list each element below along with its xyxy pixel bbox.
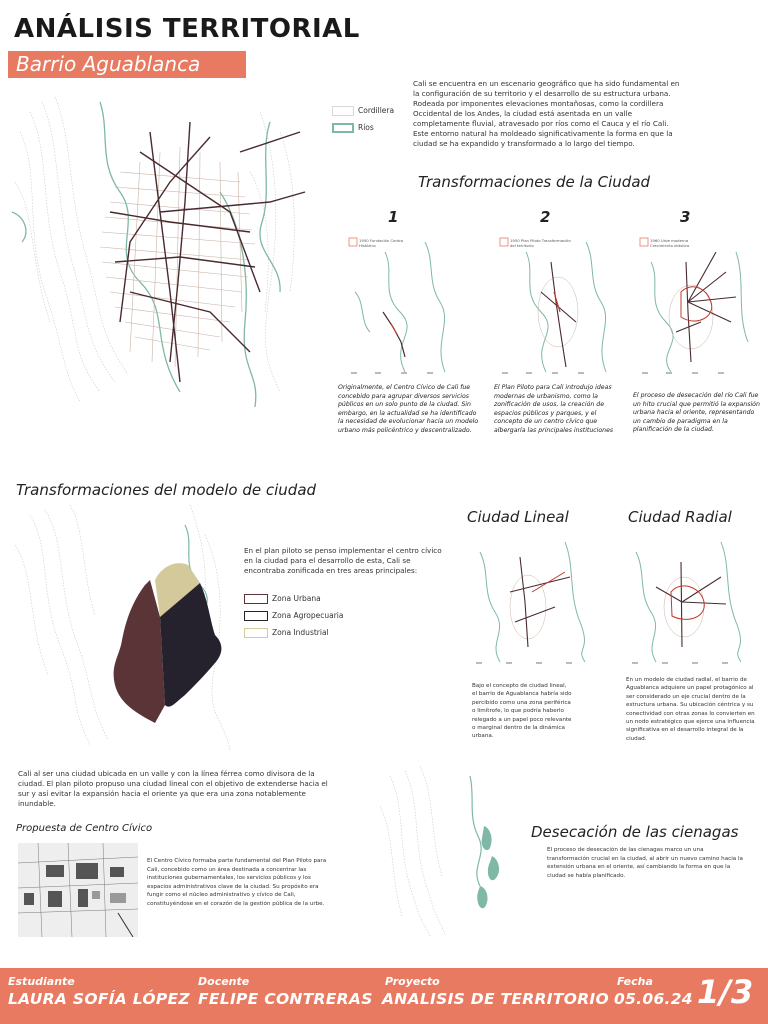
cordillera-swatch <box>332 106 354 116</box>
step-text-3: El proceso de desecación del río Cali fue un hito crucial que permitió la expansión urbana hacia el oriente, representando un cambio de paradigma en la planificación de la ciudad. <box>633 392 760 434</box>
centro-civico-title: Propuesta de Centro Cívico <box>16 823 153 834</box>
cienagas-text: El proceso de desecación de las cienagas marco un una transformación crucial en la ciudad, al abrir un nuevo camino hacia la extensión urbana en el oriente, así cambiando la forma en que la ciudad se había planificado. <box>547 847 743 879</box>
step-map-3 <box>636 232 754 382</box>
footer-teacher-label: Docente <box>198 975 250 988</box>
legend-label: Ríos <box>358 123 374 132</box>
zone-label: Zona Agropecuaria <box>272 611 344 620</box>
footer-student: LAURA SOFÍA LÓPEZ <box>8 990 190 1008</box>
zone-legend <box>244 594 343 645</box>
zone-label: Zona Industrial <box>272 628 329 637</box>
zonificacion-map <box>10 505 240 755</box>
ciudad-lineal-map <box>470 532 600 672</box>
page-subtitle: Barrio Aguablanca <box>8 51 246 78</box>
ciudad-radial-text: En un modelo de ciudad radial, el barrio de Aguablanca adquiere un papel protagónico al ser considerado un eje crucial dentro de la estructura urbana. Su ubicación céntrica y su conectividad con otras zonas lo convierten en un nodo estratégico que ejerce una influencia significativa en el desarrollo integral de la ciudad. <box>626 677 755 742</box>
ciudad-radial-map <box>626 532 756 672</box>
modelo-ciudad-title: Transformaciones del modelo de ciudad <box>16 481 317 499</box>
zona-industrial-swatch <box>244 628 268 638</box>
step-text-1: Originalmente, el Centro Cívico de Cali fue concebido para agrupar diversos servicios públicos en un solo punto de la ciudad. Sin embargo, en la actualidad se ha identificado la necesidad de evolucionar hacia un modelo urbano más policéntrico y descentralizado. <box>338 384 479 434</box>
step-number-3: 3 <box>680 208 691 226</box>
step-number-2: 2 <box>540 208 551 226</box>
step-number-1: 1 <box>388 208 399 226</box>
legend-item-cordillera <box>332 106 394 120</box>
footer-date: 05.06.24 <box>614 990 693 1008</box>
footer-project-label: Proyecto <box>385 975 440 988</box>
step-tag-1: 1950 Fundación Centro Histórico <box>359 238 404 248</box>
footer-project: ANALISIS DE TERRITORIO <box>382 990 609 1008</box>
cienagas-title: Desecación de las cienagas <box>531 823 739 841</box>
ciudad-radial-title: Ciudad Radial <box>628 508 732 526</box>
footer-date-label: Fecha <box>617 975 653 988</box>
step-tag-2: 1950 Plan Piloto Transformación del territorio <box>510 238 571 248</box>
main-city-map <box>10 92 310 412</box>
step-text-2: El Plan Piloto para Cali introdujo ideas modernas de urbanismo, como la zonificación de usos, la creación de espacios públicos y parques, y el concepto de un centro cívico que albergaría las principales instituciones <box>494 384 614 434</box>
page-title: ANÁLISIS TERRITORIAL <box>14 14 360 44</box>
modelo-ciudad-text: En el plan piloto se penso implementar el centro cívico en la ciudad para el desarrollo de esta, Cali se encontraba zonificada en tres areas principales: <box>244 546 442 575</box>
ciudad-lineal-title: Ciudad Lineal <box>467 508 569 526</box>
top-legend <box>332 106 394 137</box>
step-map-2 <box>496 232 614 382</box>
cienagas-map <box>380 766 520 938</box>
footer-student-label: Estudiante <box>8 975 75 988</box>
step-map-1 <box>345 232 463 382</box>
transformaciones-ciudad-title: Transformaciones de la Ciudad <box>418 173 651 191</box>
zone-label: Zona Urbana <box>272 594 321 603</box>
step-tag-3: 1960 Urbe moderna Crecimiento drástico <box>650 238 690 248</box>
zone-item-industrial <box>244 628 343 645</box>
intro-paragraph: Cali se encuentra en un escenario geográfico que ha sido fundamental en la configuración de su territorio y el desarrollo de su estructura urbana. Rodeada por imponentes elevaciones montañosas, como la cordillera Occidental de los Andes, la ciudad está asentada en un valle completamente fluvial, atravesado por ríos como el Cauca y el río Cali. Este entorno natural ha moldeado significativamente la forma en que la ciudad se ha expandido y transformado a lo largo del tiempo. <box>413 79 680 148</box>
zone-item-urbana <box>244 594 343 611</box>
legend-item-rios <box>332 123 394 137</box>
legend-label: Cordillera <box>358 106 395 115</box>
centro-civico-text: El Centro Cívico formaba parte fundamental del Plan Piloto para Cali, concebido como un área destinada a concentrar las instituciones gubernamentales, los servicios públicos y los espacios administrativos clave de la ciudad. Su propósito era fungir como el núcleo administrativo y cívico de Cali, constituyéndose en el corazón de la gestión pública de la urbe. <box>147 858 327 907</box>
via-ferrea-text: Cali al ser una ciudad ubicada en un valle y con la línea férrea como divisora de la ciudad. El plan piloto propuso una ciudad lineal con el objetivo de extenderse hacia el sur y así evitar la expansión hacia el oriente ya que era una zona notablemente inundable. <box>18 769 328 808</box>
zona-agropecuaria-swatch <box>244 611 268 621</box>
zone-item-agropecuaria <box>244 611 343 628</box>
rios-swatch <box>332 123 354 133</box>
zona-urbana-swatch <box>244 594 268 604</box>
page-number: 1/3 <box>697 973 754 1011</box>
footer-teacher: FELIPE CONTRERAS <box>198 990 373 1008</box>
centro-civico-plan <box>18 843 138 937</box>
ciudad-lineal-text: Bajo el concepto de ciudad lineal, el barrio de Aguablanca habría sido percibido como una zona periférica o limítrofe, lo que podría haberlo relegado a un papel poco relevante o marginal dentro de la dinámica urbana. <box>472 683 572 740</box>
